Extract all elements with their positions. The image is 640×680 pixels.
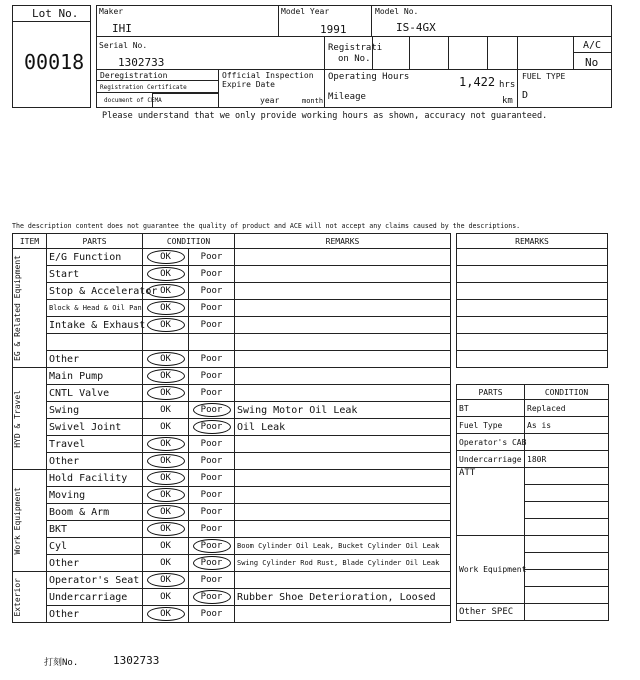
poor-mark: Poor [200, 354, 223, 364]
part-name: Hold Facility [47, 470, 143, 487]
document-cema: document of CEMA [104, 97, 162, 104]
table-row [13, 351, 451, 368]
poor-mark: Poor [200, 388, 223, 398]
remark [235, 334, 451, 351]
right-part: BT [457, 400, 525, 417]
fuel-type: D [522, 90, 529, 101]
footer-label: 打刻No. [44, 658, 79, 668]
part-name: Other [47, 555, 143, 572]
part-name: Block & Head & Oil Pan [47, 300, 143, 317]
ok-mark: OK [147, 301, 185, 315]
lot-no-label: Lot No. [32, 7, 79, 20]
poor-mark: Poor [200, 320, 223, 330]
right-cond: As is [525, 417, 609, 434]
remark [235, 572, 451, 589]
registration-label-2: on No. [338, 54, 371, 64]
parts-condition-table [456, 384, 609, 621]
table-row [13, 419, 451, 436]
ok-mark: OK [160, 541, 171, 551]
table-row [457, 451, 609, 468]
right-cond: 180R [525, 451, 609, 468]
model-year-label: Model Year [281, 7, 330, 16]
remark [235, 266, 451, 283]
month-label: month [302, 97, 324, 105]
ok-mark: OK [147, 488, 185, 502]
fuel-type-label: FUEL TYPE [522, 72, 566, 81]
table-row [13, 249, 451, 266]
serial: 1302733 [118, 56, 165, 69]
notice: Please understand that we only provide working hours as shown, accuracy not guaranteed. [102, 111, 548, 121]
right-cond [525, 434, 609, 451]
work-equipment-label: Work Equipment [457, 536, 525, 604]
hrs-label: hrs [499, 80, 516, 90]
ok-mark: OK [160, 422, 171, 432]
table-row [13, 266, 451, 283]
km-label: km [502, 96, 513, 106]
remark [235, 453, 451, 470]
table-row [13, 572, 451, 589]
item-group-label: HYD & Travel [13, 389, 22, 448]
ok-mark: OK [147, 471, 185, 485]
table-row [13, 317, 451, 334]
poor-mark: Poor [200, 439, 223, 449]
inspection-label-2: Expire Date [222, 80, 275, 89]
operating-hours-label: Operating Hours [328, 72, 410, 82]
ok-mark: OK [147, 522, 185, 536]
part-name: Other [47, 453, 143, 470]
ok-mark: OK [147, 437, 185, 451]
poor-mark: Poor [193, 590, 231, 604]
table-row [13, 385, 451, 402]
right-col-parts: PARTS [457, 385, 525, 400]
right-remarks-table [456, 233, 608, 368]
serial-label: Serial No. [99, 41, 148, 50]
item-group-label: EG & Related Equipment [13, 255, 22, 361]
table-row [13, 606, 451, 623]
part-name: CNTL Valve [47, 385, 143, 402]
part-name [47, 334, 143, 351]
deregistration-label: Deregistration [100, 71, 168, 80]
part-name: Intake & Exhaust [47, 317, 143, 334]
part-name: Stop & Accelerator [47, 283, 143, 300]
poor-mark: Poor [193, 539, 231, 553]
ok-mark: OK [147, 573, 185, 587]
remark [235, 470, 451, 487]
model-no: IS-4GX [396, 21, 436, 34]
table-row [13, 555, 451, 572]
right-part: Fuel Type [457, 417, 525, 434]
right-remarks-title: REMARKS [457, 234, 608, 249]
footer-value: 1302733 [113, 654, 160, 667]
remark [235, 300, 451, 317]
remark [235, 283, 451, 300]
remark [235, 521, 451, 538]
disclaimer: The description content does not guarantee the quality of product and ACE will not accept any claims caused by the descriptions. [12, 222, 521, 230]
col-condition: CONDITION [143, 234, 235, 249]
poor-mark: Poor [200, 524, 223, 534]
table-row [13, 504, 451, 521]
ok-mark: OK [147, 318, 185, 332]
part-name: E/G Function [47, 249, 143, 266]
part-name: Swing [47, 402, 143, 419]
remark [235, 368, 451, 385]
col-remarks: REMARKS [235, 234, 451, 249]
ok-mark: OK [147, 454, 185, 468]
table-row [457, 417, 609, 434]
part-name: BKT [47, 521, 143, 538]
right-part: Undercarriage [457, 451, 525, 468]
poor-mark: Poor [200, 609, 223, 619]
remark [235, 606, 451, 623]
remark: Swing Motor Oil Leak [235, 402, 451, 419]
part-name: Boom & Arm [47, 504, 143, 521]
table-row [13, 300, 451, 317]
ok-mark: OK [147, 505, 185, 519]
table-row [457, 434, 609, 451]
poor-mark: Poor [200, 252, 223, 262]
ok-mark: OK [160, 405, 171, 415]
ok-mark: OK [160, 558, 171, 568]
table-row [13, 453, 451, 470]
remark: Oil Leak [235, 419, 451, 436]
ok-mark: OK [147, 607, 185, 621]
table-row [13, 402, 451, 419]
table-row [13, 521, 451, 538]
remark [235, 385, 451, 402]
remark: Boom Cylinder Oil Leak, Bucket Cylinder Oil Leak [235, 538, 451, 555]
remark [235, 351, 451, 368]
part-name: Start [47, 266, 143, 283]
right-col-condition: CONDITION [525, 385, 609, 400]
ac-label: A/C [583, 40, 602, 51]
remark [235, 317, 451, 334]
table-row [13, 368, 451, 385]
ok-mark: OK [147, 369, 185, 383]
part-name: Operator's Seat [47, 572, 143, 589]
registration-label-1: Registrati [328, 43, 383, 53]
table-row [13, 589, 451, 606]
table-row [13, 538, 451, 555]
ac-value: No [585, 56, 599, 69]
part-name: Cyl [47, 538, 143, 555]
table-row [13, 470, 451, 487]
poor-mark: Poor [200, 507, 223, 517]
remark: Swing Cylinder Rod Rust, Blade Cylinder Oil Leak [235, 555, 451, 572]
ok-mark: OK [147, 284, 185, 298]
part-name: Travel [47, 436, 143, 453]
maker: IHI [112, 22, 132, 35]
model-year: 1991 [320, 23, 347, 36]
poor-mark: Poor [200, 490, 223, 500]
poor-mark: Poor [193, 556, 231, 570]
part-name: Undercarriage [47, 589, 143, 606]
poor-mark: Poor [200, 286, 223, 296]
operating-hours: 1,422 [459, 75, 496, 89]
lot-no: 00018 [24, 50, 85, 74]
ok-mark: OK [160, 592, 171, 602]
ok-mark: OK [147, 386, 185, 400]
maker-label: Maker [99, 7, 124, 16]
remark [235, 487, 451, 504]
mileage-label: Mileage [328, 92, 366, 102]
other-spec-label: Other SPEC [457, 604, 525, 621]
poor-mark: Poor [200, 269, 223, 279]
inspection-label-1: Official Inspection [222, 71, 314, 80]
remark [235, 436, 451, 453]
poor-mark: Poor [200, 575, 223, 585]
item-group-label: Exterior [13, 577, 22, 617]
col-parts: PARTS [47, 234, 143, 249]
part-name: Swivel Joint [47, 419, 143, 436]
att-label: ATT [457, 468, 525, 536]
part-name: Other [47, 351, 143, 368]
poor-mark: Poor [200, 473, 223, 483]
remark [235, 504, 451, 521]
ok-mark: OK [147, 250, 185, 264]
table-row [13, 487, 451, 504]
model-no-label: Model No. [375, 7, 419, 16]
registration-certificate: Registration Certificate [100, 84, 187, 91]
ok-mark: OK [147, 267, 185, 281]
table-row [13, 334, 451, 351]
ok-mark: OK [147, 352, 185, 366]
remark [235, 249, 451, 266]
item-group-label: Work Equipment [13, 486, 22, 555]
table-row [13, 436, 451, 453]
right-cond: Replaced [525, 400, 609, 417]
poor-mark: Poor [200, 303, 223, 313]
table-row [457, 400, 609, 417]
poor-mark: Poor [193, 403, 231, 417]
part-name: Moving [47, 487, 143, 504]
poor-mark: Poor [200, 371, 223, 381]
remark: Rubber Shoe Deterioration, Loosed [235, 589, 451, 606]
table-row [13, 283, 451, 300]
part-name: Main Pump [47, 368, 143, 385]
poor-mark: Poor [193, 420, 231, 434]
inspection-table [12, 233, 451, 623]
poor-mark: Poor [200, 456, 223, 466]
part-name: Other [47, 606, 143, 623]
col-item: ITEM [13, 234, 47, 249]
right-part: Operator's CAB [457, 434, 525, 451]
year-label: year [260, 96, 280, 105]
